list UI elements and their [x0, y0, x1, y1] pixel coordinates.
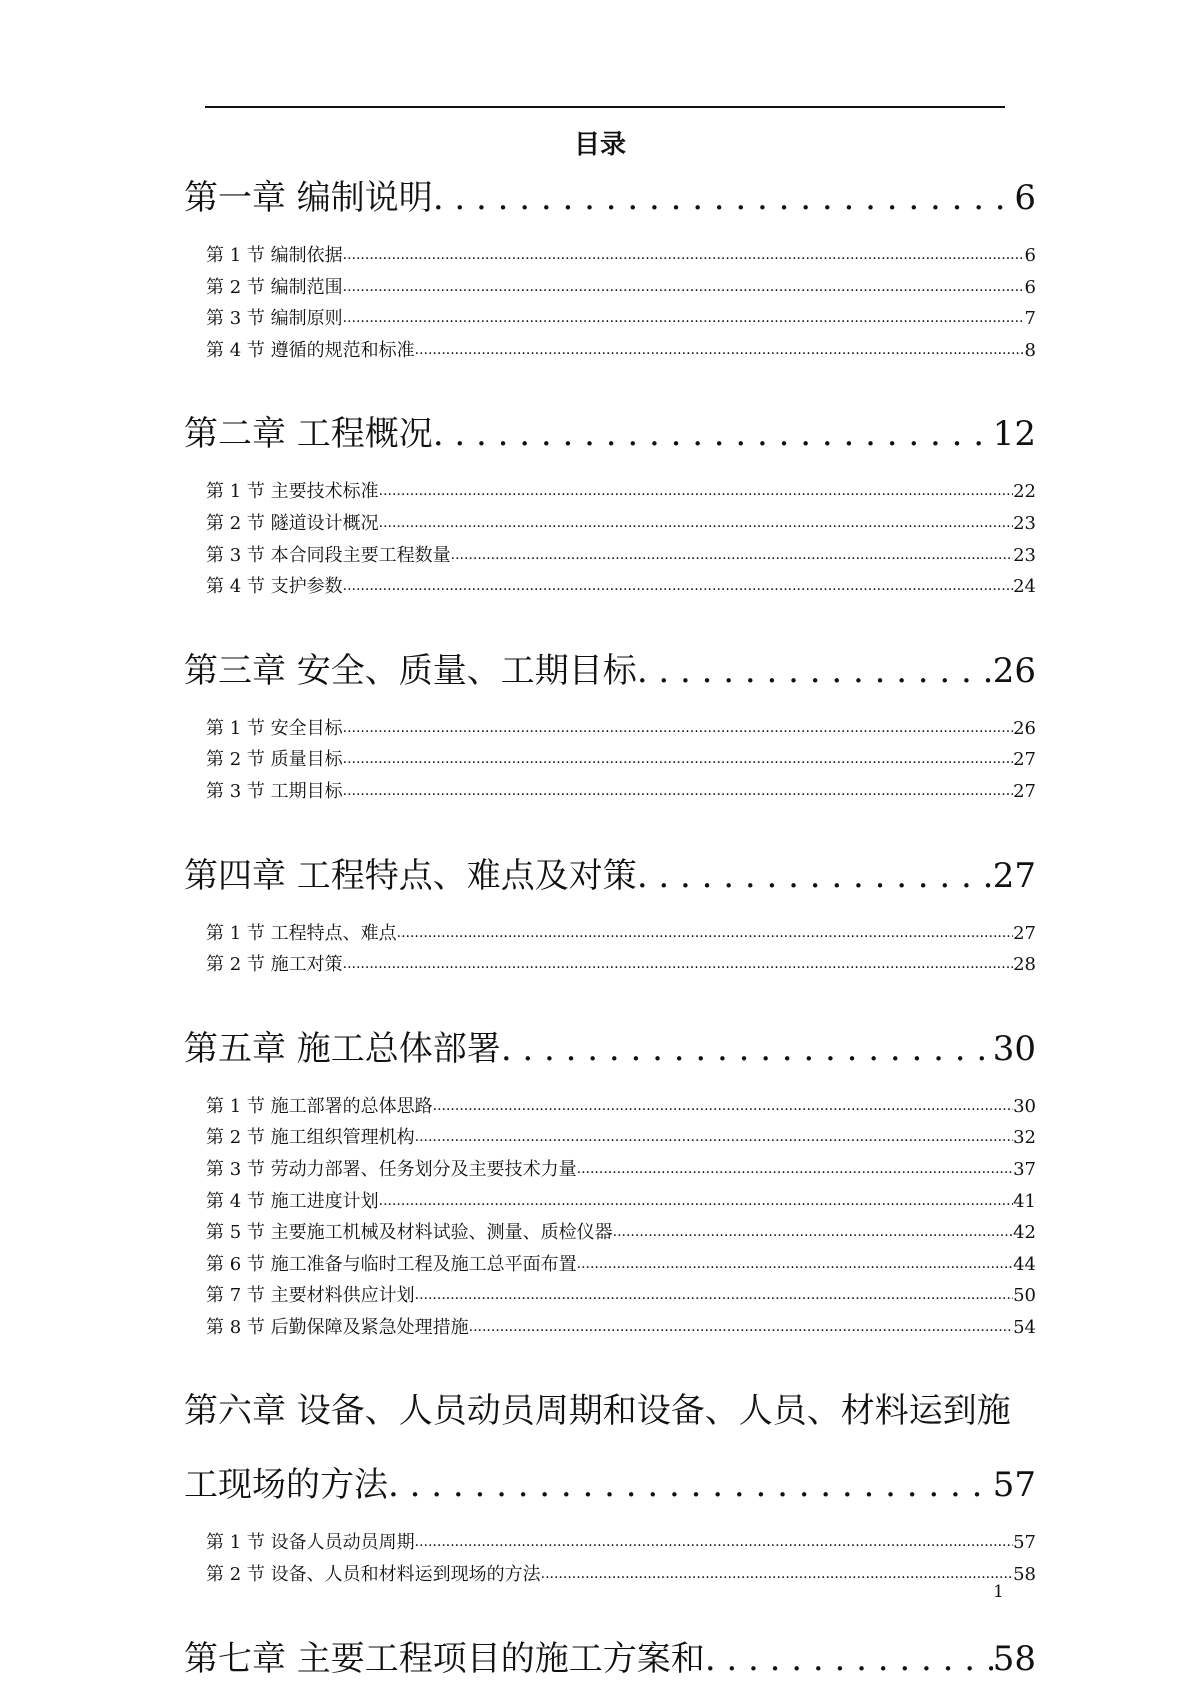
chapter-page: 6: [1014, 178, 1036, 218]
dot-leader: [343, 571, 1013, 603]
section-label: 第 1 节 施工部署的总体思路: [206, 1095, 433, 1117]
toc-section[interactable]: [206, 1527, 1036, 1559]
toc-section[interactable]: [206, 571, 1036, 603]
section-label: 第 1 节 主要技术标准: [206, 481, 379, 503]
section-page: 42: [1013, 1222, 1036, 1244]
chapter-page: 30: [992, 1028, 1036, 1069]
dot-leader: [379, 1186, 1013, 1218]
toc-section[interactable]: [206, 1559, 1036, 1591]
chapter-page: 12: [992, 414, 1036, 455]
section-page: 30: [1013, 1095, 1036, 1117]
toc-section[interactable]: [206, 240, 1036, 272]
toc-section[interactable]: [206, 918, 1036, 950]
dot-leader: [415, 1280, 1013, 1312]
chapter-page: 26: [992, 650, 1036, 691]
section-label: 第 7 节 主要材料供应计划: [206, 1285, 415, 1307]
table-of-contents: [184, 170, 1036, 1687]
section-page: 44: [1013, 1253, 1036, 1275]
section-page: 26: [1013, 717, 1036, 739]
section-page: 6: [1024, 245, 1036, 266]
dot-leader: [451, 540, 1013, 572]
toc-section[interactable]: [206, 1154, 1036, 1186]
dot-leader: [343, 744, 1013, 776]
section-page: 8: [1024, 339, 1036, 361]
dot-leader: [379, 476, 1013, 508]
section-list: [184, 476, 1036, 602]
dot-leader: [541, 1559, 1013, 1591]
toc-title: 目录: [573, 130, 626, 160]
section-list: [184, 1091, 1036, 1344]
toc-chapter-line1[interactable]: 第六章 设备、人员动员周期和设备、人员、材料运到施: [184, 1391, 1011, 1432]
section-label: 第 1 节 安全目标: [206, 717, 343, 739]
section-label: 第 2 节 设备、人员和材料运到现场的方法: [206, 1564, 541, 1586]
toc-chapter[interactable]: [184, 406, 1036, 462]
toc-section[interactable]: [206, 508, 1036, 540]
section-label: 第 3 节 本合同段主要工程数量: [206, 544, 451, 566]
section-label: 第 1 节 编制依据: [206, 245, 343, 266]
section-label: 第 2 节 质量目标: [206, 749, 343, 771]
dot-leader: [433, 170, 1015, 226]
toc-chapter[interactable]: [184, 643, 1036, 699]
toc-section[interactable]: [206, 949, 1036, 981]
toc-section[interactable]: [206, 1312, 1036, 1344]
section-page: 41: [1013, 1190, 1036, 1212]
toc-chapter[interactable]: [184, 1631, 1036, 1687]
toc-section[interactable]: [206, 476, 1036, 508]
toc-section[interactable]: [206, 1217, 1036, 1249]
section-label: 第 2 节 隧道设计概况: [206, 512, 379, 534]
section-page: 27: [1013, 922, 1036, 944]
section-label: 第 2 节 施工组织管理机构: [206, 1127, 415, 1149]
section-page: 50: [1013, 1285, 1036, 1307]
section-page: 7: [1024, 308, 1036, 330]
dot-leader: [397, 918, 1013, 950]
section-label: 第 2 节 施工对策: [206, 954, 343, 976]
section-page: 27: [1013, 749, 1036, 771]
section-label: 第 3 节 劳动力部署、任务划分及主要技术力量: [206, 1158, 577, 1180]
toc-section[interactable]: [206, 1280, 1036, 1312]
section-label: 第 2 节 编制范围: [206, 276, 343, 298]
section-label: 第 4 节 遵循的规范和标准: [206, 339, 415, 361]
dot-leader: [433, 406, 993, 462]
toc-section[interactable]: [206, 1249, 1036, 1281]
section-list: [184, 918, 1036, 981]
chapter-label: 第三章 安全、质量、工期目标: [184, 650, 637, 691]
section-page: 22: [1013, 481, 1036, 503]
section-label: 第 3 节 工期目标: [206, 780, 343, 802]
dot-leader: [501, 1021, 993, 1077]
toc-section[interactable]: [206, 303, 1036, 335]
dot-leader: [388, 1457, 993, 1513]
section-label: 第 4 节 支护参数: [206, 576, 343, 598]
toc-section[interactable]: [206, 776, 1036, 808]
chapter-label: 第五章 施工总体部署: [184, 1028, 501, 1069]
dot-leader: [343, 713, 1013, 745]
toc-section[interactable]: [206, 713, 1036, 745]
section-page: 24: [1013, 576, 1036, 598]
dot-leader: [415, 335, 1025, 367]
chapter-label: 第七章 主要工程项目的施工方案和: [184, 1638, 705, 1679]
toc-section[interactable]: [206, 744, 1036, 776]
toc-section[interactable]: [206, 1186, 1036, 1218]
toc-chapter[interactable]: [184, 848, 1036, 904]
section-page: 37: [1013, 1158, 1036, 1180]
dot-leader: [433, 1091, 1013, 1123]
section-label: 第 4 节 施工进度计划: [206, 1190, 379, 1212]
toc-section[interactable]: [206, 272, 1036, 304]
section-page: 28: [1013, 954, 1036, 976]
section-label: 第 1 节 工程特点、难点: [206, 922, 397, 944]
section-page: 58: [1013, 1564, 1036, 1586]
section-list: [184, 1527, 1036, 1590]
dot-leader: [343, 776, 1013, 808]
section-label: 第 1 节 设备人员动员周期: [206, 1532, 415, 1554]
page-number: 1: [993, 1582, 1004, 1602]
dot-leader: [379, 508, 1013, 540]
chapter-label: 工现场的方法: [184, 1465, 388, 1506]
section-label: 第 8 节 后勤保障及紧急处理措施: [206, 1316, 469, 1338]
dot-leader: [705, 1631, 993, 1687]
dot-leader: [343, 949, 1013, 981]
toc-section[interactable]: [206, 1091, 1036, 1123]
section-label: 第 5 节 主要施工机械及材料试验、测量、质检仪器: [206, 1222, 613, 1244]
toc-chapter[interactable]: [184, 1457, 1036, 1513]
chapter-label: 第一章 编制说明: [184, 178, 433, 218]
section-label: 第 6 节 施工准备与临时工程及施工总平面布置: [206, 1253, 577, 1275]
chapter-page: 58: [992, 1638, 1036, 1679]
dot-leader: [613, 1217, 1013, 1249]
section-page: 57: [1013, 1532, 1036, 1554]
toc-section[interactable]: [206, 540, 1036, 572]
chapter-label: 第四章 工程特点、难点及对策: [184, 855, 637, 896]
section-page: 32: [1013, 1127, 1036, 1149]
dot-leader: [343, 303, 1025, 335]
toc-chapter[interactable]: [184, 170, 1036, 226]
dot-leader: [577, 1249, 1013, 1281]
section-page: 6: [1024, 276, 1036, 298]
dot-leader: [637, 643, 993, 699]
chapter-page: 57: [992, 1465, 1036, 1506]
chapter-label: 第二章 工程概况: [184, 414, 433, 455]
toc-chapter[interactable]: [184, 1021, 1036, 1077]
section-list: [184, 713, 1036, 808]
dot-leader: [637, 848, 993, 904]
section-label: 第 3 节 编制原则: [206, 308, 343, 330]
section-page: 23: [1013, 512, 1036, 534]
dot-leader: [469, 1312, 1013, 1344]
top-rule: [205, 106, 1005, 108]
dot-leader: [577, 1154, 1013, 1186]
dot-leader: [415, 1122, 1013, 1154]
section-page: 54: [1013, 1316, 1036, 1338]
section-list: [184, 240, 1036, 366]
dot-leader: [343, 240, 1025, 272]
section-page: 27: [1013, 780, 1036, 802]
dot-leader: [343, 272, 1025, 304]
toc-section[interactable]: [206, 1122, 1036, 1154]
section-page: 23: [1013, 544, 1036, 566]
chapter-page: 27: [992, 855, 1036, 896]
toc-section[interactable]: [206, 335, 1036, 367]
dot-leader: [415, 1527, 1013, 1559]
